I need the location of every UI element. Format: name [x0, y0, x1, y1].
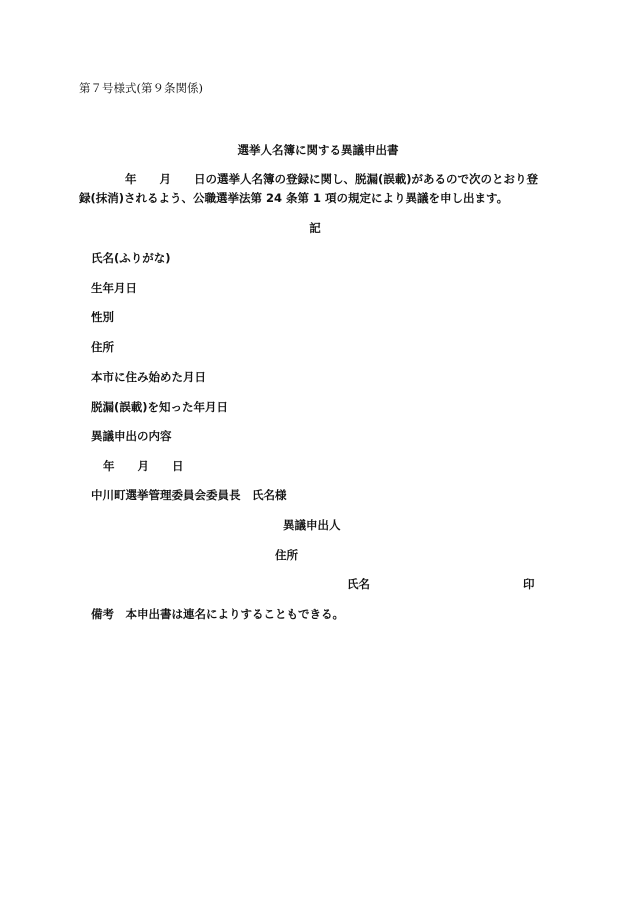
- addressee: 中川町選挙管理委員会委員長 氏名様: [91, 488, 287, 502]
- ki-heading: 記: [309, 221, 321, 235]
- field-objection-content-label: 異議申出の内容: [91, 429, 172, 443]
- field-sex-label: 性別: [91, 310, 114, 324]
- intro-text-line-1: 年 月 日の選挙人名簿の登録に関し、脱漏(誤載)があるので次のとおり登: [79, 172, 539, 186]
- applicant-name-label: 氏名: [347, 577, 370, 591]
- submission-date-line: 年 月 日: [103, 459, 184, 473]
- seal-mark: 印: [523, 577, 535, 591]
- field-omission-known-date-label: 脱漏(誤載)を知った年月日: [91, 400, 229, 414]
- applicant-address-label: 住所: [275, 548, 298, 562]
- form-number: 第７号様式(第９条関係): [79, 81, 203, 95]
- applicant-heading: 異議申出人: [283, 518, 341, 532]
- intro-text-line-2: 録(抹消)されるよう、公職選挙法第 24 条第 1 項の規定により異議を申し出ます。: [79, 191, 509, 205]
- field-address-label: 住所: [91, 340, 114, 354]
- field-residence-start-label: 本市に住み始めた月日: [91, 370, 206, 384]
- field-name-label: 氏名(ふりがな): [91, 251, 171, 265]
- field-birthdate-label: 生年月日: [91, 281, 137, 295]
- document-title: 選挙人名簿に関する異議申出書: [237, 143, 399, 157]
- remarks-note: 備考 本申出書は連名によりすることもできる。: [91, 607, 344, 621]
